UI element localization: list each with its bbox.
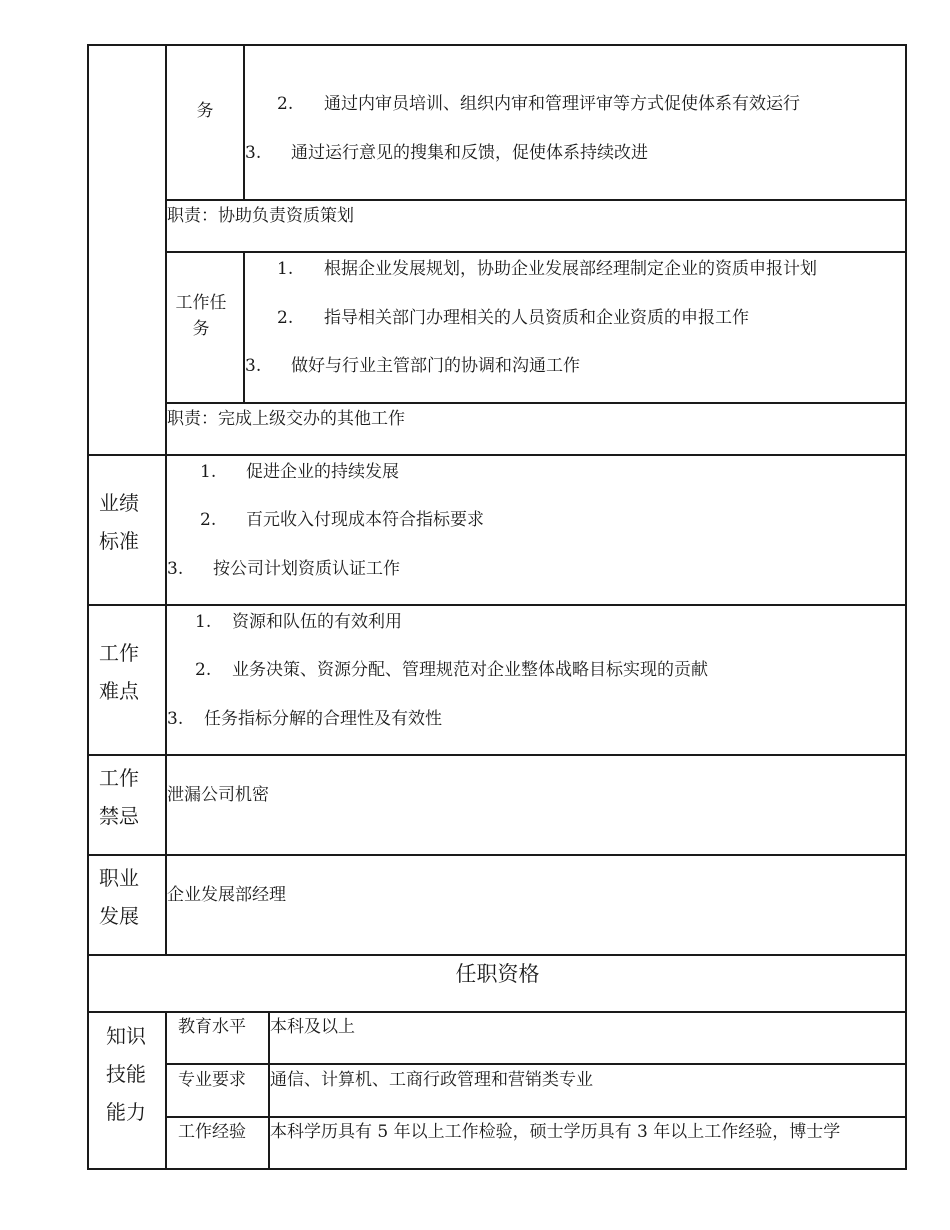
- list-item: 做好与行业主管部门的协调和沟通工作: [291, 356, 580, 376]
- list-item: 促进企业的持续发展: [246, 462, 399, 482]
- list-item: 通过运行意见的搜集和反馈，促使体系持续改进: [291, 143, 648, 163]
- duty-title: 职责：协助负责资质策划: [167, 206, 354, 226]
- column-divider: [243, 44, 245, 201]
- list-item-number: 3.: [167, 709, 184, 729]
- education-value: 本科及以上: [270, 1017, 355, 1037]
- list-item: 任务指标分解的合理性及有效性: [204, 709, 442, 729]
- list-item-number: 3.: [245, 356, 262, 376]
- experience-value: 本科学历具有 5 年以上工作检验，硕士学历具有 3 年以上工作经验，博士学: [270, 1122, 841, 1142]
- column-divider: [165, 44, 167, 955]
- table-border-left: [87, 44, 89, 1170]
- row-divider: [88, 604, 907, 606]
- list-item: 业务决策、资源分配、管理规范对企业整体战略目标实现的贡献: [232, 660, 708, 680]
- qualification-heading: 任职资格: [455, 962, 540, 986]
- list-item: 指导相关部门办理相关的人员资质和企业资质的申报工作: [324, 308, 749, 328]
- row-divider: [166, 251, 907, 253]
- major-key: 专业要求: [178, 1070, 246, 1090]
- row-divider: [88, 954, 907, 956]
- list-item: 资源和队伍的有效利用: [232, 612, 402, 632]
- row-divider: [166, 402, 907, 404]
- list-item: 根据企业发展规划，协助企业发展部经理制定企业的资质申报计划: [324, 259, 817, 279]
- task-label-fragment: 务: [196, 101, 214, 121]
- table-border-top: [88, 44, 907, 46]
- taboo-text: 泄漏公司机密: [167, 785, 269, 805]
- duty-title: 职责：完成上级交办的其他工作: [167, 409, 405, 429]
- list-item-number: 1.: [195, 612, 212, 632]
- list-item-number: 2.: [200, 510, 217, 530]
- knowledge-skill-label: 知识技能能力: [106, 1024, 146, 1124]
- list-item-number: 3.: [245, 143, 262, 163]
- education-key: 教育水平: [178, 1017, 246, 1037]
- row-divider: [88, 454, 907, 456]
- list-item-number: 3.: [167, 559, 184, 579]
- row-divider: [166, 1116, 907, 1118]
- taboo-label: 工作禁忌: [99, 766, 139, 828]
- performance-label: 业绩标准: [99, 491, 139, 553]
- difficulty-label: 工作难点: [99, 641, 139, 703]
- list-item-number: 1.: [277, 259, 294, 279]
- list-item: 百元收入付现成本符合指标要求: [246, 510, 484, 530]
- row-divider: [166, 199, 907, 201]
- row-divider: [166, 1063, 907, 1065]
- row-divider: [88, 854, 907, 856]
- list-item-number: 2.: [195, 660, 212, 680]
- table-border-bottom: [88, 1168, 907, 1170]
- major-value: 通信、计算机、工商行政管理和营销类专业: [270, 1070, 593, 1090]
- list-item-number: 2.: [277, 308, 294, 328]
- list-item: 按公司计划资质认证工作: [213, 559, 400, 579]
- column-divider: [243, 251, 245, 404]
- career-label: 职业发展: [99, 866, 139, 928]
- experience-key: 工作经验: [178, 1122, 246, 1142]
- row-divider: [88, 754, 907, 756]
- list-item-number: 2.: [277, 94, 294, 114]
- row-divider: [88, 1011, 907, 1013]
- column-divider: [165, 1011, 167, 1170]
- task-label: 工作任务: [175, 293, 227, 339]
- list-item-number: 1.: [200, 462, 217, 482]
- career-text: 企业发展部经理: [167, 885, 286, 905]
- table-border-right: [905, 44, 907, 1170]
- list-item: 通过内审员培训、组织内审和管理评审等方式促使体系有效运行: [324, 94, 800, 114]
